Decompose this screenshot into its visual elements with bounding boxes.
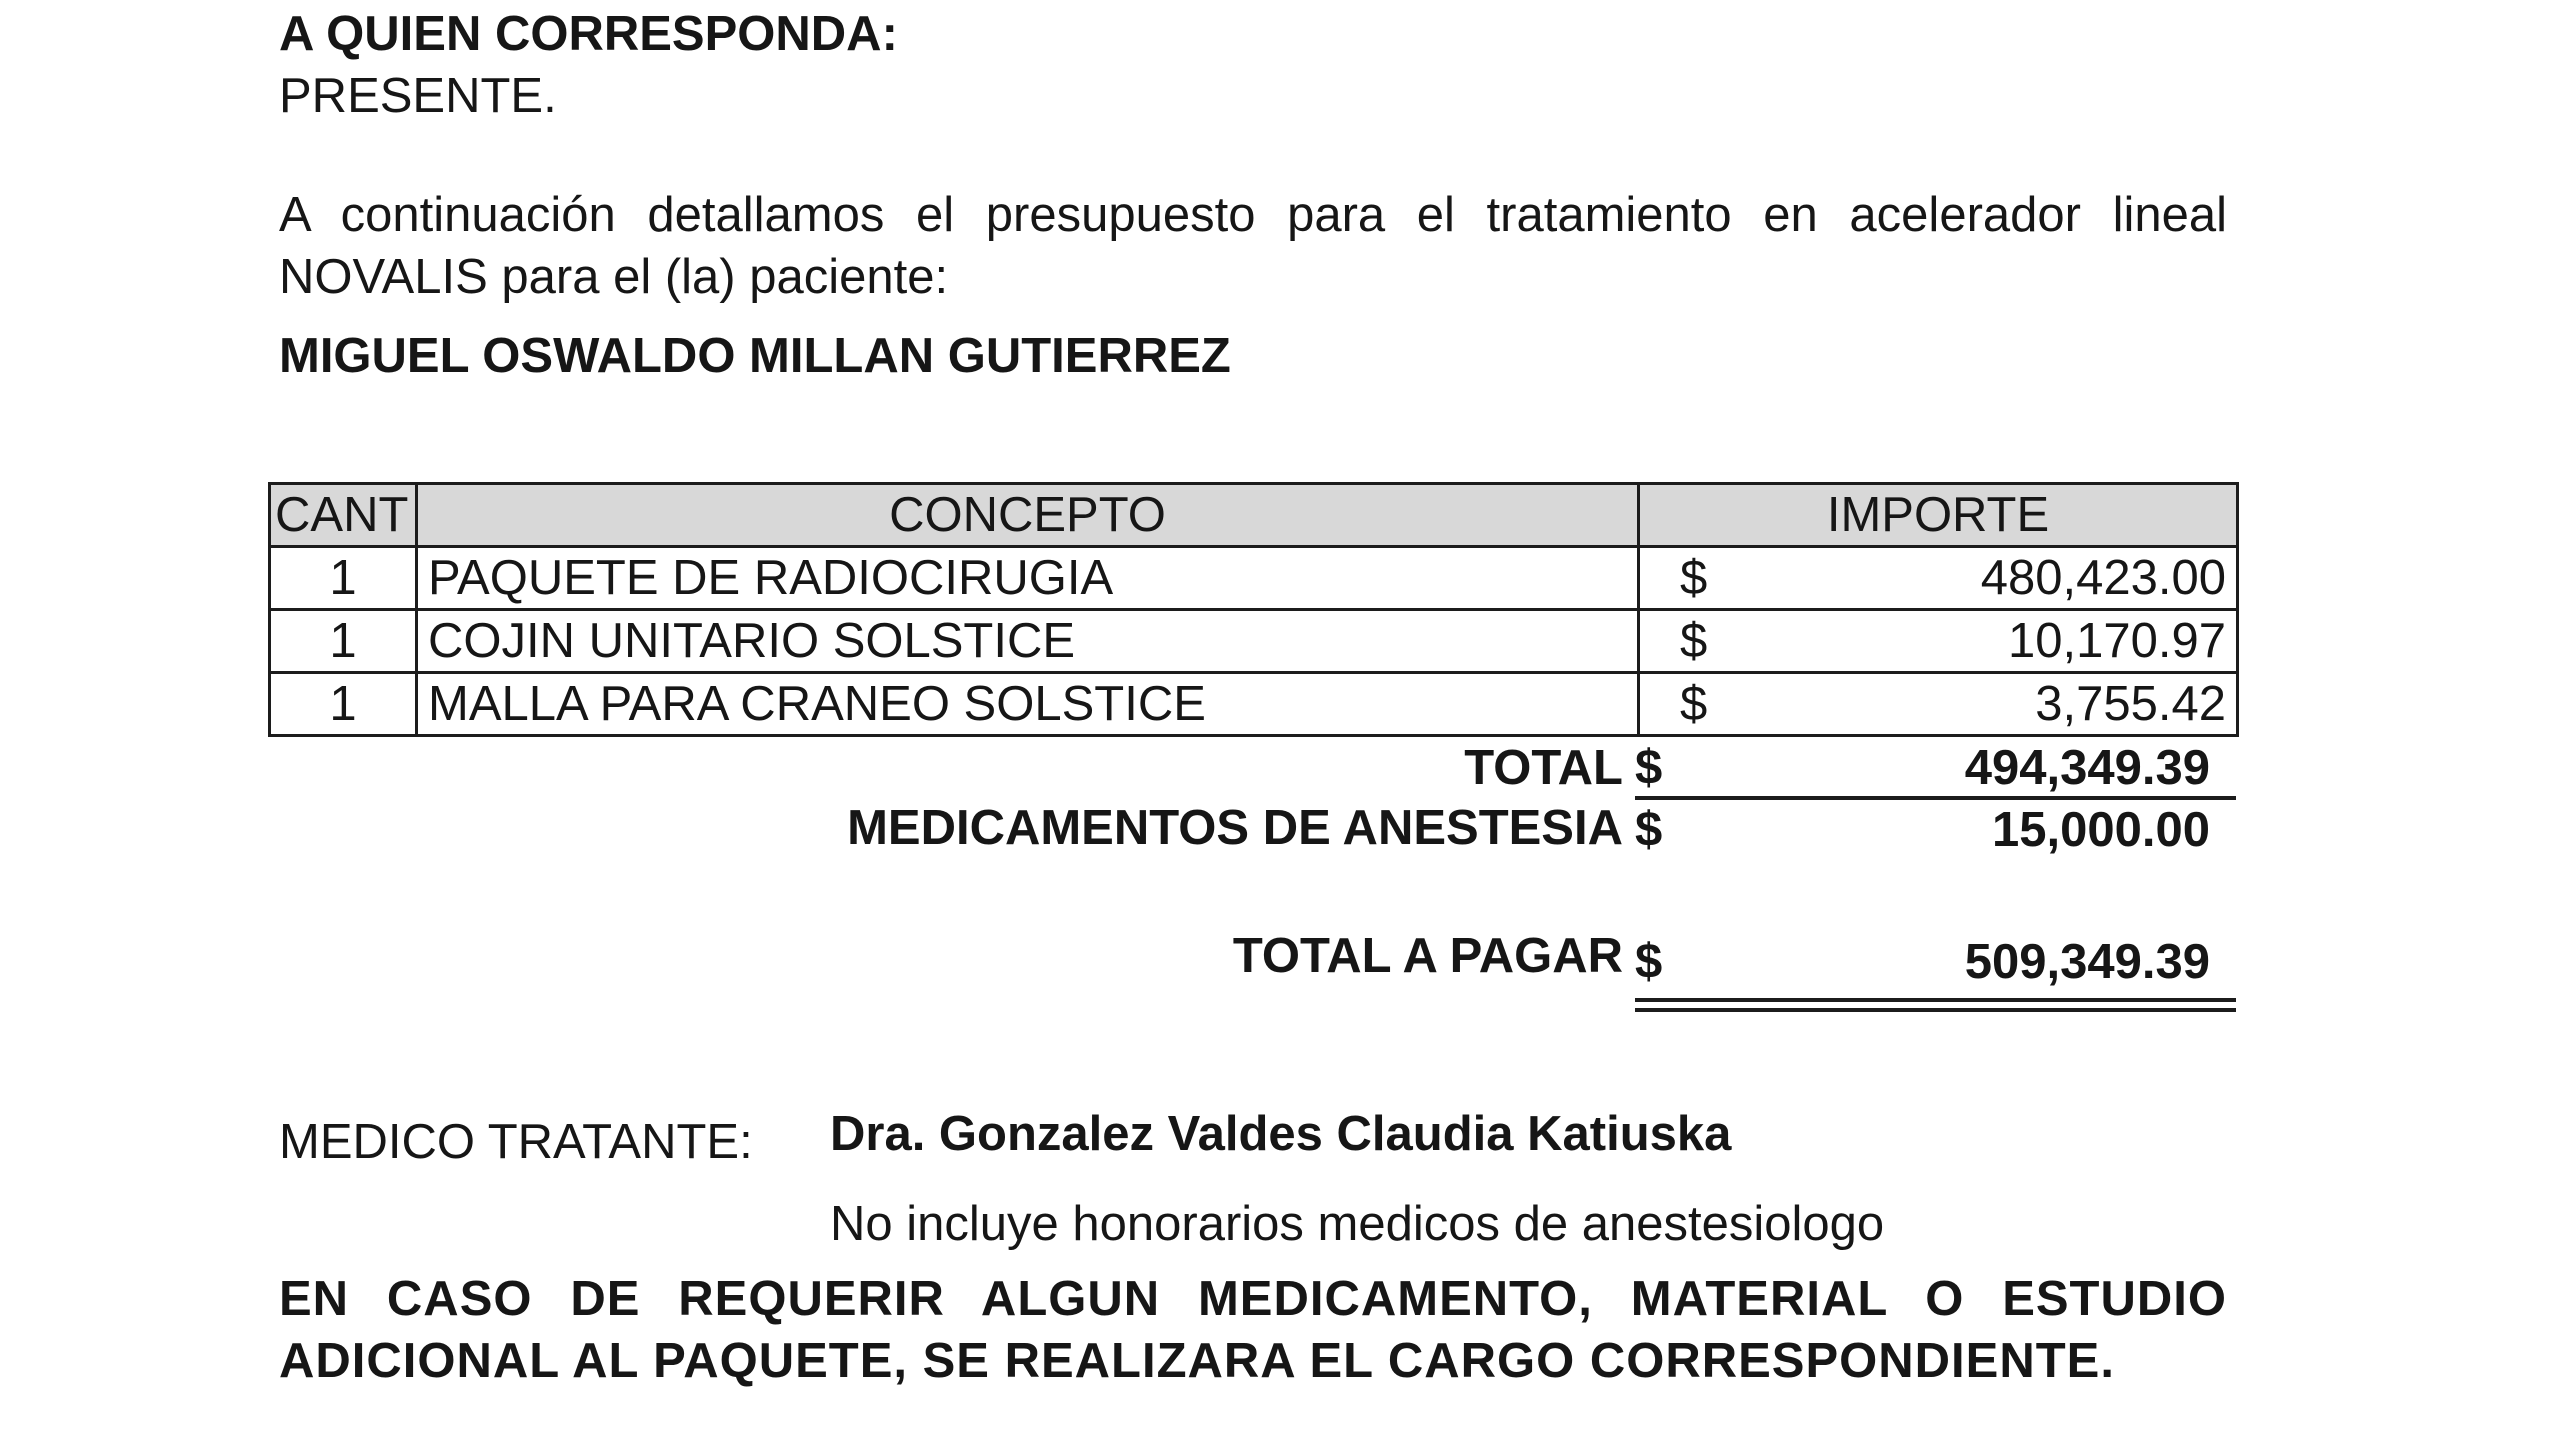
grand-total-currency: $ [1635,935,1663,989]
anesthesia-currency: $ [1635,803,1663,857]
grand-total-underline-2 [1635,1008,2236,1012]
column-header-importe: IMPORTE [1639,484,2238,547]
row-quantity: 1 [270,610,417,673]
total-currency: $ [1635,741,1663,795]
table-row [270,610,2238,673]
row-concept: MALLA PARA CRANEO SOLSTICE [417,673,1639,736]
anesthesiologist-note: No incluye honorarios medicos de anestesiologo [830,1197,1885,1251]
row-concept: COJIN UNITARIO SOLSTICE [417,610,1639,673]
grand-total-amount: 509,349.39 [1964,935,2210,989]
patient-name: MIGUEL OSWALDO MILLAN GUTIERREZ [279,329,1231,383]
row-amount-cell [1639,673,2238,736]
presente-line: PRESENTE. [279,69,557,123]
row-amount-cell [1639,547,2238,610]
row-quantity: 1 [270,673,417,736]
doctor-label: MEDICO TRATANTE: [279,1115,753,1169]
total-amount-group [1635,738,2210,798]
anesthesia-amount-group [1635,800,2210,860]
addressee-heading: A QUIEN CORRESPONDA: [279,7,898,61]
table-header-row [270,484,2238,547]
grand-total-underline-1 [1635,998,2236,1002]
table-row [270,673,2238,736]
row-concept: PAQUETE DE RADIOCIRUGIA [417,547,1639,610]
row-quantity: 1 [270,547,417,610]
intro-paragraph: A continuación detallamos el presupuesto para el tratamiento en acelerador lineal NOVALIS para el (la) paciente: [279,188,2227,304]
anesthesia-label: MEDICAMENTOS DE ANESTESIA [847,801,1623,855]
additional-charges-warning: EN CASO DE REQUERIR ALGUN MEDICAMENTO, MATERIAL O ESTUDIO ADICIONAL AL PAQUETE, SE REALIZARA EL CARGO CORRESPONDIENTE. [279,1272,2227,1388]
row-amount: 480,423.00 [1980,551,2226,605]
row-currency: $ [1680,677,1708,731]
grand-total-amount-group [1635,932,2210,992]
total-label: TOTAL [1464,741,1623,795]
row-amount: 10,170.97 [2008,614,2226,668]
doctor-name: Dra. Gonzalez Valdes Claudia Katiuska [830,1107,1732,1161]
grand-total-label: TOTAL A PAGAR [1232,929,1623,983]
budget-table [268,482,2239,737]
row-currency: $ [1680,614,1708,668]
total-amount: 494,349.39 [1964,741,2210,795]
column-header-concepto: CONCEPTO [417,484,1639,547]
row-currency: $ [1680,551,1708,605]
column-header-cant: CANT [270,484,417,547]
row-amount-cell [1639,610,2238,673]
table-row [270,547,2238,610]
row-amount: 3,755.42 [2035,677,2226,731]
anesthesia-amount: 15,000.00 [1992,803,2210,857]
